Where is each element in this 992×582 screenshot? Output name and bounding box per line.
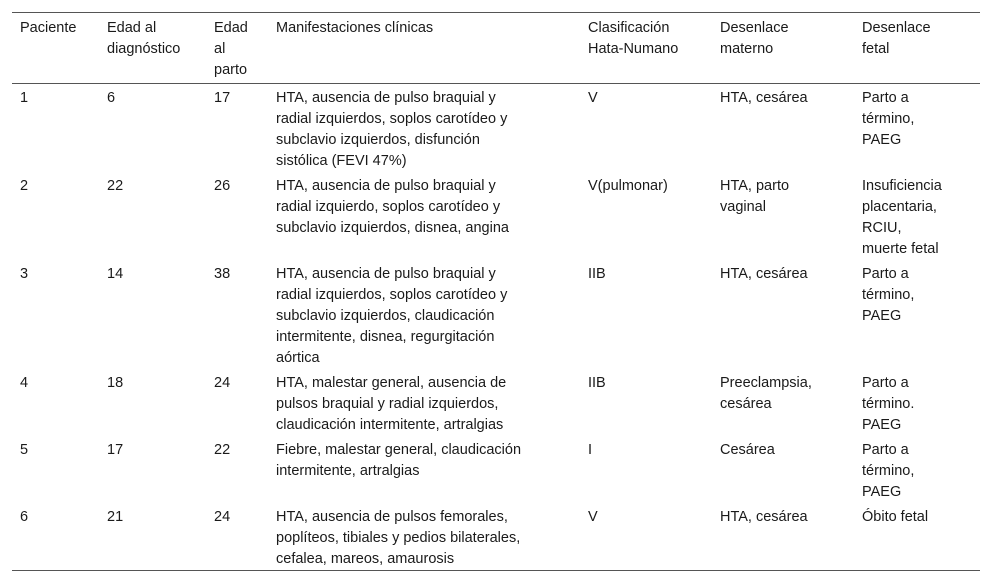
cell-edad-diagnostico: 6 (107, 90, 116, 106)
cell-desenlace-materno: HTA, cesárea (720, 266, 808, 282)
cell-clasificacion: I (588, 442, 593, 458)
header-manifestaciones: Manifestaciones clínicas (276, 20, 434, 36)
table-header (12, 13, 980, 84)
cell-manifestaciones: Fiebre, malestar general, claudicación intermitente, artralgias (276, 442, 522, 479)
cell-edad-parto: 24 (214, 375, 231, 391)
cell-manifestaciones: HTA, malestar general, ausencia de pulsos braquial y radial izquierdos, claudicación intermitente, artralgias (276, 375, 507, 433)
cell-desenlace-fetal: Insuficiencia placentaria, RCIU, muerte fetal (862, 178, 942, 257)
cell-manifestaciones: HTA, ausencia de pulso braquial y radial izquierdos, soplos carotídeo y subclavio izquierdos, claudicación intermitente, disnea, regurgitación aórtica (276, 266, 508, 366)
cell-desenlace-materno: HTA, cesárea (720, 90, 808, 106)
cell-clasificacion: IIB (588, 266, 606, 282)
cell-edad-diagnostico: 21 (107, 509, 124, 525)
cell-desenlace-materno: HTA, parto vaginal (720, 178, 790, 215)
table-container (12, 12, 980, 571)
cell-manifestaciones: HTA, ausencia de pulsos femorales, poplíteos, tibiales y pedios bilaterales, cefalea, mareos, amaurosis (276, 509, 521, 567)
cell-paciente: 6 (20, 509, 29, 525)
cell-edad-diagnostico: 14 (107, 266, 124, 282)
header-edad-diagnostico: Edad al diagnóstico (107, 20, 181, 57)
cell-desenlace-fetal: Parto a término, PAEG (862, 266, 915, 324)
cell-desenlace-fetal: Parto a término, PAEG (862, 442, 915, 500)
cell-desenlace-fetal: Parto a término, PAEG (862, 90, 915, 148)
cell-manifestaciones: HTA, ausencia de pulso braquial y radial izquierdo, soplos carotídeo y subclavio izquierdos, disnea, angina (276, 178, 509, 236)
cell-manifestaciones: HTA, ausencia de pulso braquial y radial izquierdos, soplos carotídeo y subclavio izquierdos, disfunción sistólica (FEVI 47%) (276, 90, 508, 169)
cell-clasificacion: V (588, 90, 598, 106)
cell-edad-diagnostico: 18 (107, 375, 124, 391)
header-desenlace-materno: Desenlace materno (720, 20, 789, 57)
table-row (12, 172, 980, 260)
cell-paciente: 4 (20, 375, 29, 391)
header-clasificacion: Clasificación Hata-Numano (588, 20, 679, 57)
cell-paciente: 2 (20, 178, 29, 194)
cell-edad-parto: 17 (214, 90, 231, 106)
cell-desenlace-materno: Cesárea (720, 442, 775, 458)
cell-desenlace-fetal: Óbito fetal (862, 509, 929, 525)
header-edad-parto: Edad al parto (214, 20, 248, 78)
cell-desenlace-materno: HTA, cesárea (720, 509, 808, 525)
cell-edad-parto: 24 (214, 509, 231, 525)
clinical-cases-table (12, 12, 980, 571)
cell-clasificacion: IIB (588, 375, 606, 391)
cell-desenlace-fetal: Parto a término. PAEG (862, 375, 915, 433)
cell-edad-parto: 26 (214, 178, 231, 194)
cell-edad-parto: 22 (214, 442, 231, 458)
cell-edad-diagnostico: 17 (107, 442, 124, 458)
table-row (12, 260, 980, 369)
table-row (12, 436, 980, 503)
cell-paciente: 3 (20, 266, 29, 282)
cell-clasificacion: V (588, 509, 598, 525)
cell-paciente: 5 (20, 442, 29, 458)
table-row (12, 503, 980, 571)
cell-desenlace-materno: Preeclampsia, cesárea (720, 375, 812, 412)
cell-edad-parto: 38 (214, 266, 231, 282)
header-row (12, 13, 980, 84)
cell-edad-diagnostico: 22 (107, 178, 124, 194)
table-row (12, 84, 980, 173)
header-paciente: Paciente (20, 20, 77, 36)
table-body (12, 84, 980, 571)
header-desenlace-fetal: Desenlace fetal (862, 20, 931, 57)
table-row (12, 369, 980, 436)
cell-paciente: 1 (20, 90, 29, 106)
cell-clasificacion: V(pulmonar) (588, 178, 668, 194)
